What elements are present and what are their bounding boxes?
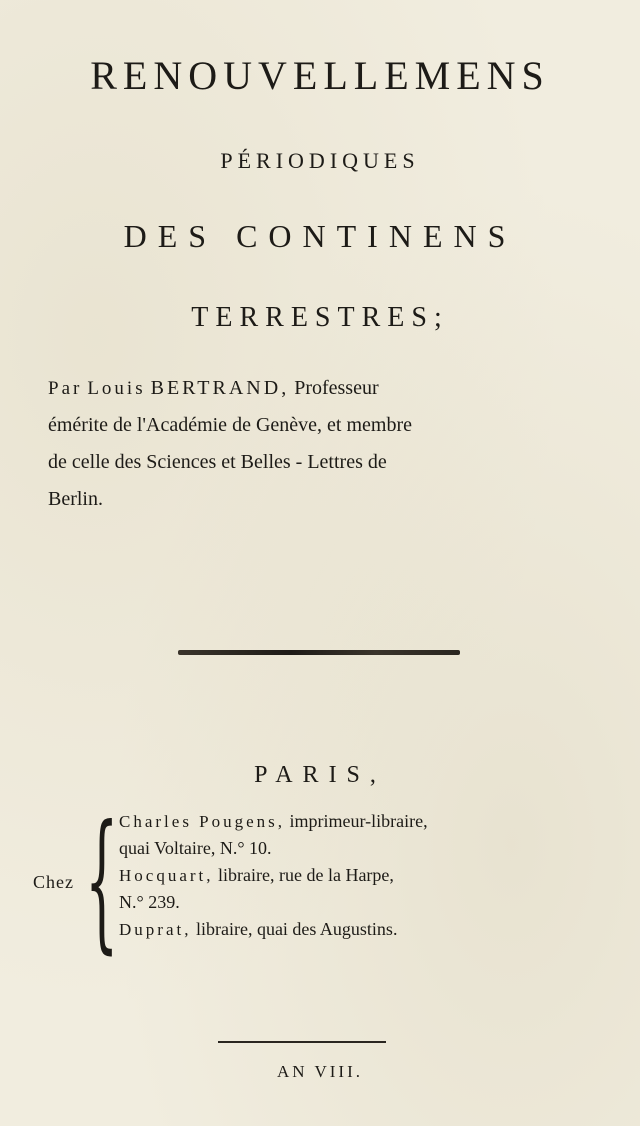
title-line-1: RENOUVELLEMENS (90, 53, 550, 98)
publisher-detail: N.° 239. (119, 892, 180, 912)
author-line-2: émérite de l'Académie de Genève, et membre (48, 414, 412, 436)
publisher-line (119, 835, 639, 862)
publisher-name: Hocquart, (119, 866, 214, 885)
publisher-detail: imprimeur-libraire, (289, 811, 428, 831)
title-line-3: DES CONTINENS (123, 218, 517, 254)
title-line-2: PÉRIODIQUES (220, 148, 420, 173)
publisher-line (119, 889, 639, 916)
publisher-name: Duprat, (119, 920, 192, 939)
author-line-3: de celle des Sciences et Belles - Lettres de (48, 451, 387, 473)
author-first-name: Louis (87, 378, 146, 399)
author-line-4: Berlin. (48, 488, 103, 510)
publisher-line (119, 916, 639, 943)
author-title: Professeur (294, 377, 379, 399)
author-line-1 (48, 370, 608, 407)
chez-label: Chez (33, 872, 74, 892)
author-by: Par (48, 378, 83, 399)
ornamental-rule (178, 650, 460, 655)
publisher-list (119, 808, 639, 943)
publisher-line (119, 808, 639, 835)
publisher-detail: quai Voltaire, N.° 10. (119, 838, 272, 858)
brace-icon: { (85, 794, 119, 968)
publisher-detail: libraire, quai des Augustins. (195, 919, 398, 939)
publisher-name: Charles Pougens, (119, 812, 286, 831)
publisher-detail: libraire, rue de la Harpe, (218, 865, 394, 885)
author-last-name: BERTRAND, (150, 377, 290, 399)
bottom-rule (218, 1041, 386, 1043)
imprint-date: AN VIII. (276, 1062, 363, 1081)
title-line-4: TERRESTRES; (191, 302, 449, 333)
imprint-city: PARIS, (254, 762, 386, 788)
author-statement (48, 370, 608, 518)
publisher-line (119, 862, 639, 889)
